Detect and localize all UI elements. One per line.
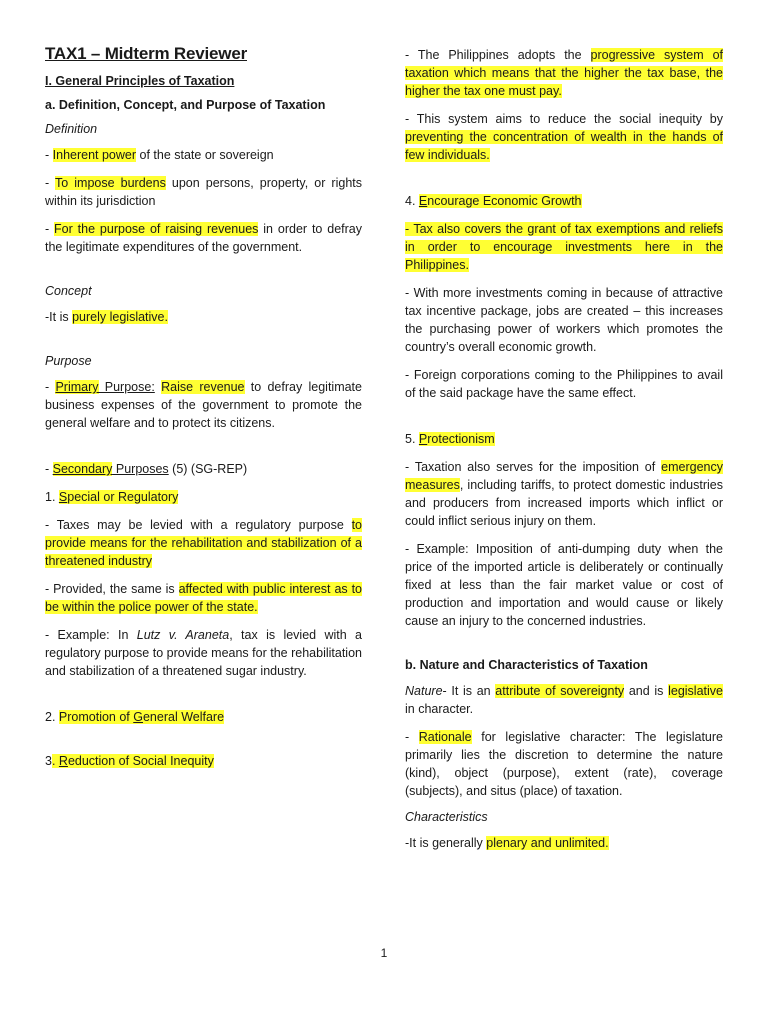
definition-paragraph: - Inherent power of the state or sovereign [45, 148, 274, 162]
regulatory-paragraph: - Provided, the same is affected with public interest as to be within the police power of the state. [45, 582, 362, 614]
investments-paragraph: - With more investments coming in because of attractive tax incentive package, jobs are created – this increases the purchasing power of workers which promotes the country’s overall economic growth. [405, 286, 723, 354]
concept-heading: Concept [45, 284, 92, 298]
right-column [405, 46, 723, 862]
item-social-inequity: 3. Reduction of Social Inequity [45, 754, 214, 768]
foreign-corporations-paragraph: - Foreign corporations coming to the Philippines to avail of the said package have the same effect. [405, 368, 723, 400]
item-special-regulatory: 1. Special or Regulatory [45, 490, 179, 504]
section-heading: I. General Principles of Taxation [45, 74, 235, 88]
regulatory-example-paragraph: - Example: In Lutz v. Araneta, tax is levied with a regulatory purpose to provide means for the rehabilitation and stabilization of a threatened sugar industry. [45, 628, 362, 678]
document-title: TAX1 – Midterm Reviewer [45, 44, 247, 63]
nature-paragraph: Nature- It is an attribute of sovereignty and is legislative in character. [405, 684, 723, 716]
progressive-system-paragraph: - The Philippines adopts the progressive system of taxation which means that the higher the tax base, the higher the tax one must pay. [405, 48, 724, 98]
anti-dumping-paragraph: - Example: Imposition of anti-dumping duty when the price of the imported article is deliberately or continually fixed at less than the fair market value or cost of production and importation and would cause or likely cause an injury to the concerned industries. [405, 542, 723, 628]
rationale-paragraph: - Rationale for legislative character: The legislature primarily lies the discretion to determine the nature (kind), object (purpose), extent (rate), coverage (subjects), and situs (place) of taxation. [405, 730, 723, 798]
page-number: 1 [380, 946, 388, 960]
definition-heading: Definition [45, 122, 98, 136]
tax-exemption-paragraph: - Tax also covers the grant of tax exemptions and reliefs in order to encourage investments here in the Philippines. [405, 222, 723, 272]
social-inequity-paragraph: - This system aims to reduce the social inequity by preventing the concentration of wealth in the hands of few individuals. [405, 112, 723, 162]
purpose-heading: Purpose [45, 354, 92, 368]
item-protectionism: 5. Protectionism [405, 432, 495, 446]
left-column [45, 44, 362, 780]
subsection-heading: a. Definition, Concept, and Purpose of Taxation [45, 98, 326, 112]
definition-paragraph: - For the purpose of raising revenues in order to defray the legitimate expenditures of the government. [45, 222, 362, 254]
concept-paragraph: -It is purely legislative. [45, 310, 168, 324]
characteristics-heading: Characteristics [405, 810, 488, 824]
characteristics-paragraph: -It is generally plenary and unlimited. [405, 836, 609, 850]
secondary-purposes-heading: - Secondary Purposes (5) (SG-REP) [45, 462, 248, 476]
emergency-measures-paragraph: - Taxation also serves for the imposition of emergency measures, including tariffs, to protect domestic industries and producers from increased imports which inflict or could inflict serious injury on them. [405, 460, 723, 528]
item-economic-growth: 4. Encourage Economic Growth [405, 194, 582, 208]
item-general-welfare: 2. Promotion of General Welfare [45, 710, 225, 724]
subsection-heading: b. Nature and Characteristics of Taxation [405, 658, 648, 672]
definition-paragraph: - To impose burdens upon persons, property, or rights within its jurisdiction [45, 176, 362, 208]
regulatory-paragraph: - Taxes may be levied with a regulatory purpose to provide means for the rehabilitation and stabilization of a threatened industry [45, 518, 362, 568]
primary-purpose-paragraph: - Primary Purpose: Raise revenue to defray legitimate business expenses of the government to promote the general welfare and to protect its citizens. [45, 380, 362, 430]
